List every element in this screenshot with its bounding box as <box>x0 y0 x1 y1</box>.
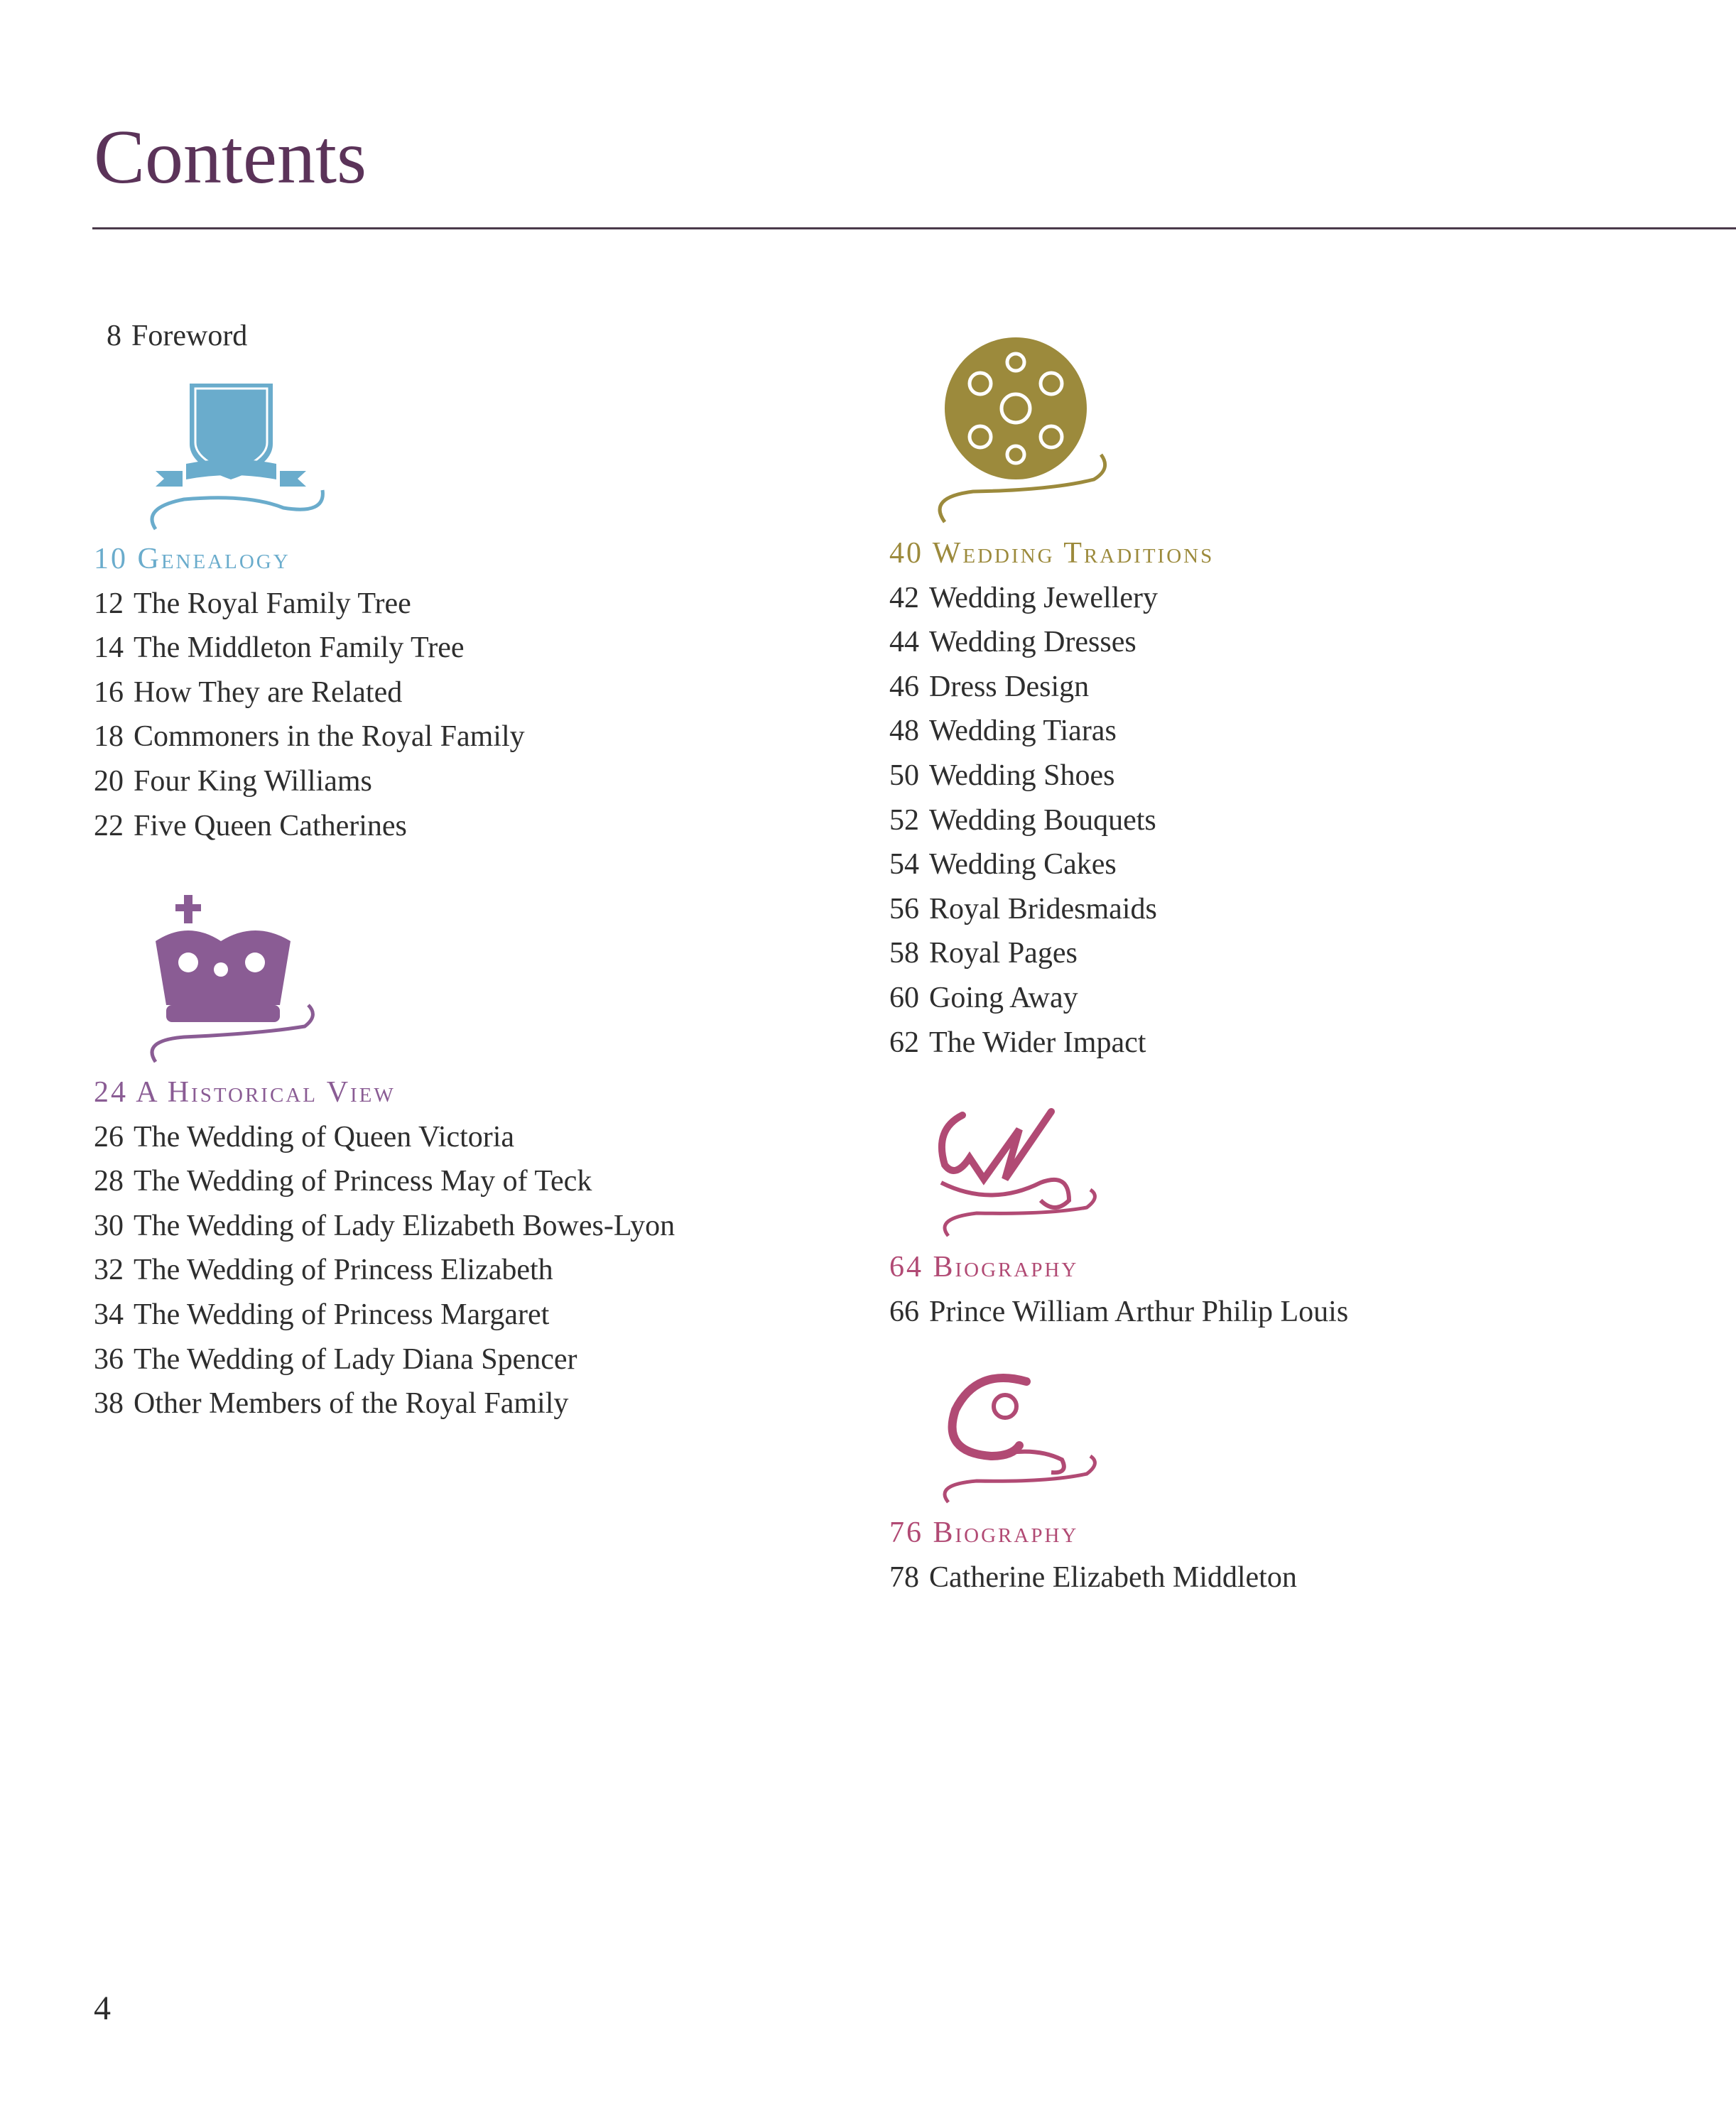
toc-entry[interactable] <box>94 582 525 626</box>
toc-entry[interactable] <box>889 709 1214 754</box>
page-num: 16 <box>94 675 124 709</box>
page-num: 54 <box>889 848 919 881</box>
entry-label: The Middleton Family Tree <box>134 631 465 665</box>
page-num: 8 <box>107 320 121 352</box>
page-num: 76 <box>889 1516 923 1549</box>
toc-entry[interactable] <box>889 665 1214 710</box>
entry-label: The Wider Impact <box>929 1026 1146 1059</box>
entry-label: How They are Related <box>134 675 403 709</box>
section-heading[interactable] <box>889 1245 1348 1290</box>
entry-label: Royal Pages <box>929 937 1078 970</box>
section-heading[interactable] <box>889 531 1214 576</box>
page-num: 78 <box>889 1560 919 1594</box>
entry-label: Commoners in the Royal Family <box>134 720 525 754</box>
entry-label: Other Members of the Royal Family <box>134 1387 569 1421</box>
page-number: 4 <box>94 1990 111 2027</box>
toc-entry[interactable] <box>889 1556 1297 1600</box>
page-num: 12 <box>94 587 124 620</box>
page-num: 30 <box>94 1209 124 1242</box>
section-traditions <box>889 531 1214 1065</box>
page-num: 60 <box>889 981 919 1014</box>
entry-label: Wedding Shoes <box>929 759 1115 792</box>
entry-label: Five Queen Catherines <box>134 809 407 842</box>
toc-entry-foreword[interactable] <box>107 314 247 359</box>
page-num: 42 <box>889 581 919 614</box>
page-num: 28 <box>94 1165 124 1198</box>
toc-entry[interactable] <box>94 1204 675 1249</box>
page-num: 20 <box>94 764 124 798</box>
page-num: 50 <box>889 759 919 792</box>
crown-icon <box>141 891 319 1069</box>
section-biography-catherine <box>889 1511 1297 1600</box>
toc-entry[interactable] <box>889 887 1214 932</box>
toc-entry[interactable] <box>889 798 1214 843</box>
toc-entry[interactable] <box>889 976 1214 1021</box>
entry-label: The Wedding of Princess Elizabeth <box>134 1254 553 1287</box>
page-num: 64 <box>889 1251 923 1283</box>
section-biography-william <box>889 1245 1348 1334</box>
heading-label: Biography <box>933 1251 1079 1283</box>
toc-entry[interactable] <box>889 1290 1348 1335</box>
entry-label: Wedding Cakes <box>929 848 1117 881</box>
entry-label: The Wedding of Queen Victoria <box>134 1120 515 1154</box>
heading-label: A Historical View <box>136 1076 396 1109</box>
heading-label: Wedding Traditions <box>932 537 1215 570</box>
page-num: 24 <box>94 1076 128 1109</box>
entry-label: Four King Williams <box>134 764 372 798</box>
toc-entry[interactable] <box>889 842 1214 887</box>
page-num: 62 <box>889 1026 919 1059</box>
entry-label: The Wedding of Princess Margaret <box>134 1298 550 1331</box>
entry-label: Wedding Jewellery <box>929 581 1159 614</box>
entry-label: Dress Design <box>929 670 1090 703</box>
section-heading[interactable] <box>94 1070 675 1115</box>
heading-label: Genealogy <box>137 543 291 575</box>
page-num: 52 <box>889 803 919 837</box>
entry-label: Wedding Bouquets <box>929 803 1156 837</box>
floral-medallion-icon <box>931 334 1115 526</box>
entry-label: Wedding Dresses <box>929 626 1136 659</box>
entry-label: Prince William Arthur Philip Louis <box>929 1295 1349 1328</box>
entry-label: Wedding Tiaras <box>929 715 1117 748</box>
toc-entry[interactable] <box>94 759 525 804</box>
toc-entry[interactable] <box>889 1021 1214 1065</box>
heading-label: Biography <box>933 1516 1079 1549</box>
page-num: 32 <box>94 1254 124 1287</box>
title-divider <box>92 227 1736 229</box>
toc-entry[interactable] <box>889 576 1214 621</box>
entry-label: Catherine Elizabeth Middleton <box>929 1560 1297 1594</box>
toc-entry[interactable] <box>94 715 525 759</box>
page-num: 22 <box>94 809 124 842</box>
entry-label: Foreword <box>131 320 248 352</box>
page-num: 26 <box>94 1120 124 1154</box>
entry-label: The Royal Family Tree <box>134 587 411 620</box>
section-historical <box>94 1070 675 1426</box>
page-num: 34 <box>94 1298 124 1331</box>
toc-entry[interactable] <box>889 754 1214 798</box>
toc-entry[interactable] <box>94 626 525 671</box>
entry-label: The Wedding of Princess May of Teck <box>134 1165 592 1198</box>
toc-entry[interactable] <box>94 1382 675 1426</box>
page-num: 46 <box>889 670 919 703</box>
entry-label: Royal Bridesmaids <box>929 892 1157 926</box>
toc-entry[interactable] <box>889 620 1214 665</box>
toc-entry[interactable] <box>94 1159 675 1204</box>
page-num: 58 <box>889 937 919 970</box>
toc-entry[interactable] <box>94 1337 675 1382</box>
page-num: 48 <box>889 715 919 748</box>
toc-entry[interactable] <box>94 1115 675 1160</box>
page-num: 44 <box>889 626 919 659</box>
entry-label: The Wedding of Lady Diana Spencer <box>134 1342 577 1376</box>
toc-entry[interactable] <box>889 931 1214 976</box>
toc-entry[interactable] <box>94 1293 675 1337</box>
toc-entry[interactable] <box>94 1248 675 1293</box>
page-num: 38 <box>94 1387 124 1421</box>
entry-label: The Wedding of Lady Elizabeth Bowes-Lyon <box>134 1209 676 1242</box>
page-num: 56 <box>889 892 919 926</box>
section-heading[interactable] <box>94 537 525 582</box>
toc-entry[interactable] <box>94 804 525 849</box>
section-heading[interactable] <box>889 1511 1297 1556</box>
page-num: 14 <box>94 631 124 665</box>
entry-label: Going Away <box>929 981 1078 1014</box>
page-num: 18 <box>94 720 124 754</box>
shield-banner-icon <box>141 380 340 533</box>
page-num: 36 <box>94 1342 124 1376</box>
section-genealogy <box>94 537 525 848</box>
page-num: 40 <box>889 537 923 570</box>
toc-entry[interactable] <box>94 671 525 715</box>
script-w-monogram-icon <box>927 1101 1105 1239</box>
page-num: 10 <box>94 543 128 575</box>
page-title: Contents <box>94 115 367 200</box>
script-c-monogram-icon <box>927 1367 1105 1506</box>
page-num: 66 <box>889 1295 919 1328</box>
